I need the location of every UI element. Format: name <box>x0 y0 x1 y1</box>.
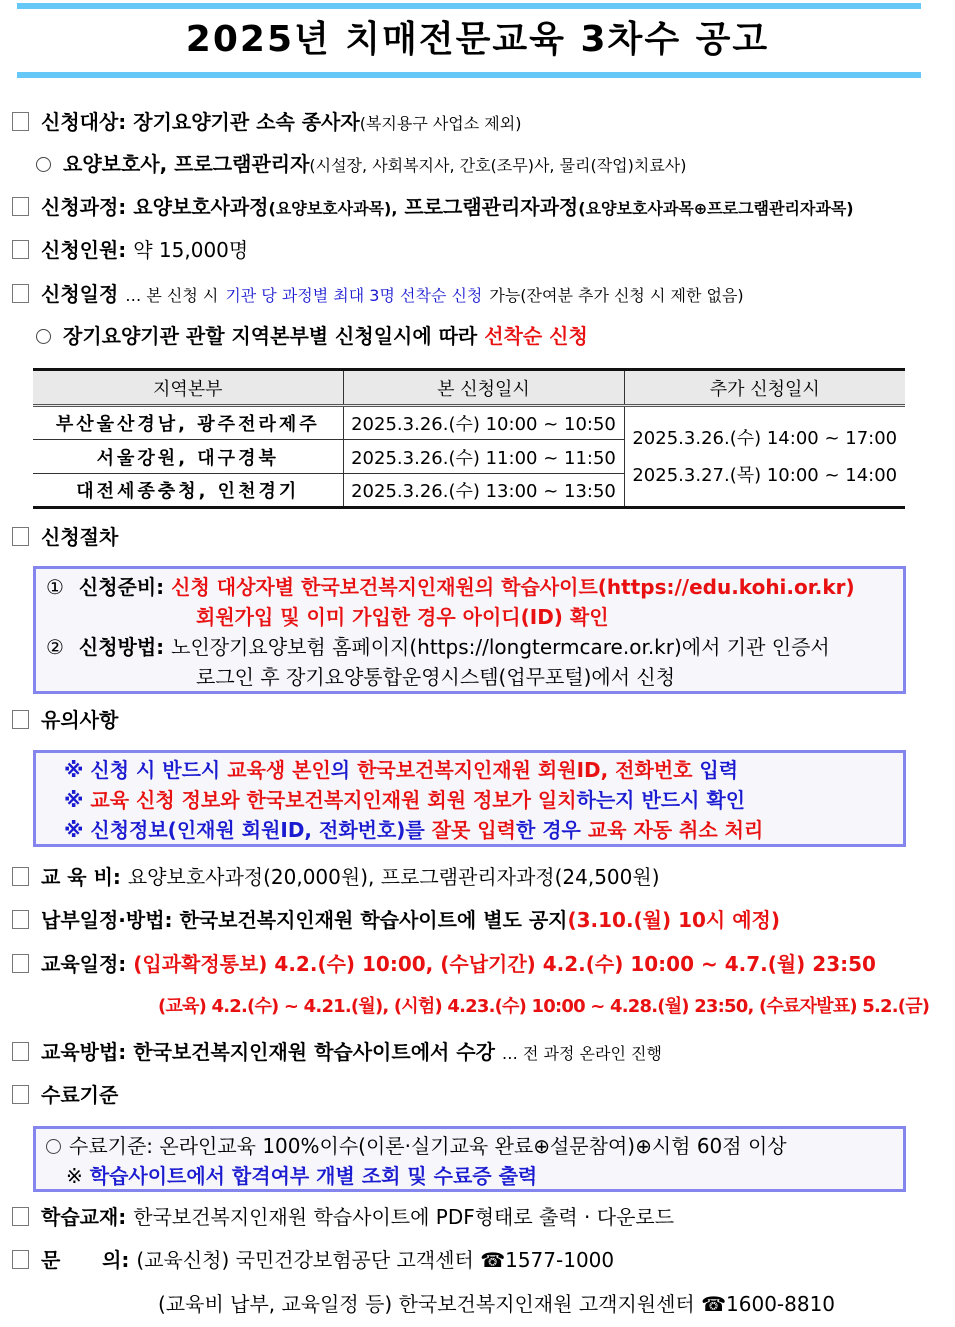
col-header-extra: 추가 신청일시 <box>624 370 905 406</box>
caution-label: 유의사항 <box>41 708 119 732</box>
note-text: 하는지 반드시 확인 <box>576 788 746 812</box>
section-schedule <box>12 280 744 310</box>
checkbox-square-icon <box>12 1085 29 1104</box>
caution-note-3 <box>64 815 903 845</box>
completion-label: 수료기준 <box>41 1083 119 1107</box>
step-1-number: ① <box>46 575 64 599</box>
step-1-label: 신청준비: <box>78 575 165 599</box>
procedure-label: 신청절차 <box>41 525 119 549</box>
target-sub-value: 요양보호사, 프로그램관리자 <box>63 152 310 176</box>
fee-value: 요양보호사과정(20,000원), 프로그램관리자과정(24,500원) <box>127 865 660 889</box>
extra-date-2: 2025.3.27.(목) 10:00 ~ 14:00 <box>632 464 898 486</box>
note-text: 입력 <box>692 758 739 782</box>
target-value: 장기요양기관 소속 종사자 <box>133 110 360 134</box>
caution-note-2 <box>64 785 903 815</box>
step-2-text-line-1: 노인장기요양보험 홈페이지(https://longtermcare.or.kr)에서 기관 인증서 <box>171 635 830 659</box>
course-label: 신청과정: <box>41 195 127 219</box>
section-procedure <box>12 523 118 551</box>
completion-criteria <box>46 1131 903 1161</box>
page-title: 2025년 치매전문교육 3차수 공고 <box>185 19 770 60</box>
note-text: ※ 신청 시 반드시 <box>64 758 228 782</box>
section-headcount <box>12 236 248 264</box>
schedule-highlight: 기관 당 과정별 최대 3명 선착순 신청 <box>225 286 483 305</box>
schedule-suffix: 가능(잔여분 추가 신청 시 제한 없음) <box>489 286 744 305</box>
note-highlight: 교육 신청 정보와 한국보건복지인재원 회원 정보가 일치 <box>90 788 577 812</box>
payment-label: 납부일정·방법: <box>41 908 173 932</box>
note-text: 의 <box>330 758 358 782</box>
note-text: 한 경우 <box>515 818 588 842</box>
materials-value: 한국보건복지인재원 학습사이트에 PDF형태로 출력 · 다운로드 <box>133 1205 675 1229</box>
checkbox-square-icon <box>12 240 29 259</box>
schedule-prefix: … 본 신청 시 <box>125 286 219 305</box>
checkbox-square-icon <box>12 1042 29 1061</box>
caution-note-1 <box>64 755 903 785</box>
contact-label: 문 의: <box>41 1248 130 1272</box>
checkbox-square-icon <box>12 284 29 303</box>
note-text: ※ 신청정보(인재원 회원ID, 전화번호)를 <box>64 818 432 842</box>
section-payment <box>12 906 780 934</box>
step-2-label: 신청방법: <box>78 635 165 659</box>
checkbox-square-icon <box>12 710 29 729</box>
step-1-text-line-1: 신청 대상자별 한국보건복지인재원의 학습사이트(https://edu.kohi.or.kr) <box>171 575 855 599</box>
schedule-table <box>33 368 905 509</box>
completion-note <box>46 1161 903 1191</box>
note-highlight: 한국보건복지인재원 회원ID, 전화번호 <box>357 758 693 782</box>
note-highlight: 잘못 입력 <box>431 818 516 842</box>
method-value: 한국보건복지인재원 학습사이트에서 수강 <box>133 1040 495 1064</box>
table-row <box>33 406 905 440</box>
col-header-main: 본 신청일시 <box>343 370 624 406</box>
main-date-cell: 2025.3.26.(수) 10:00 ~ 10:50 <box>343 406 624 440</box>
section-caution <box>12 706 118 734</box>
section-edu-schedule <box>12 950 876 978</box>
region-cell: 대전세종충청, 인천경기 <box>33 474 343 508</box>
note-highlight: 교육 자동 취소 처리 <box>587 818 764 842</box>
target-label: 신청대상: <box>41 110 127 134</box>
circle-bullet-icon <box>36 157 51 172</box>
section-fee <box>12 863 660 891</box>
edu-schedule-label: 교육일정: <box>41 952 127 976</box>
procedure-step-2 <box>46 632 903 662</box>
extra-date-1: 2025.3.26.(수) 14:00 ~ 17:00 <box>632 427 898 449</box>
table-header-row <box>33 370 905 406</box>
method-note: … 전 과정 온라인 진행 <box>501 1044 662 1063</box>
extra-date-cell <box>624 406 905 508</box>
completion-box <box>33 1126 906 1192</box>
schedule-sub-text: 장기요양기관 관할 지역본부별 신청일시에 따라 <box>63 324 478 348</box>
payment-highlight: (3.10.(월) 10시 예정) <box>567 908 780 932</box>
title-top-bar <box>17 3 921 9</box>
step-2-number: ② <box>46 635 64 659</box>
course-1: 요양보호사과정 <box>133 195 269 219</box>
course-2: 프로그램관리자과정 <box>404 195 579 219</box>
note-highlight: 교육생 본인 <box>227 758 331 782</box>
target-sub-note: (시설장, 사회복지사, 간호(조무)사, 물리(작업)치료사) <box>309 156 687 175</box>
section-schedule-sub <box>36 322 588 350</box>
section-method <box>12 1038 662 1068</box>
caution-box <box>33 750 906 847</box>
checkbox-square-icon <box>12 197 29 216</box>
completion-criteria-text: 수료기준: 온라인교육 100%이수(이론·실기교육 완료⊕설문참여)⊕시험 60점 이상 <box>69 1134 787 1158</box>
circle-bullet-icon <box>36 329 51 344</box>
headcount-value: 약 15,000명 <box>133 238 249 262</box>
title-bottom-bar <box>17 72 921 78</box>
course-2-note: (요양보호사과목⊕프로그램관리자과목) <box>578 199 854 218</box>
edu-schedule-line-2: (교육) 4.2.(수) ~ 4.21.(월), (시험) 4.23.(수) 10:00 ~ 4.28.(월) 23:50, (수료자발표) 5.2.(금) <box>158 996 930 1017</box>
section-completion <box>12 1081 118 1109</box>
target-note: (복지용구 사업소 제외) <box>359 114 522 133</box>
section-contact <box>12 1246 614 1274</box>
schedule-label: 신청일정 <box>41 282 119 306</box>
headcount-label: 신청인원: <box>41 238 127 262</box>
checkbox-square-icon <box>12 1207 29 1226</box>
checkbox-square-icon <box>12 867 29 886</box>
checkbox-square-icon <box>12 527 29 546</box>
contact-line-2: (교육비 납부, 교육일정 등) 한국보건복지인재원 고객지원센터 ☎1600-8810 <box>158 1292 836 1316</box>
reference-mark-icon: ※ <box>66 1164 83 1188</box>
procedure-box <box>33 566 906 694</box>
section-target-sub <box>36 150 687 180</box>
main-date-cell: 2025.3.26.(수) 11:00 ~ 11:50 <box>343 440 624 474</box>
checkbox-square-icon <box>12 910 29 929</box>
edu-schedule-line-1: (입과확정통보) 4.2.(수) 10:00, (수납기간) 4.2.(수) 10:00 ~ 4.7.(월) 23:50 <box>133 952 876 976</box>
section-materials <box>12 1203 674 1231</box>
procedure-step-1 <box>46 572 903 602</box>
note-text: ※ <box>64 788 91 812</box>
course-1-note: (요양보호사과목), <box>268 199 398 218</box>
section-target <box>12 108 521 138</box>
fee-label: 교 육 비: <box>41 865 121 889</box>
checkbox-square-icon <box>12 112 29 131</box>
checkbox-square-icon <box>12 954 29 973</box>
col-header-region: 지역본부 <box>33 370 343 406</box>
method-label: 교육방법: <box>41 1040 127 1064</box>
completion-note-text: 학습사이트에서 합격여부 개별 조회 및 수료증 출력 <box>89 1164 538 1188</box>
circle-bullet-icon <box>46 1139 61 1154</box>
section-course <box>12 193 854 223</box>
payment-value: 한국보건복지인재원 학습사이트에 별도 공지 <box>179 908 568 932</box>
region-cell: 서울강원, 대구경북 <box>33 440 343 474</box>
step-2-text-line-2: 로그인 후 장기요양통합운영시스템(업무포털)에서 신청 <box>196 665 676 689</box>
main-date-cell: 2025.3.26.(수) 13:00 ~ 13:50 <box>343 474 624 508</box>
step-1-text-line-2: 회원가입 및 이미 가입한 경우 아이디(ID) 확인 <box>196 605 609 629</box>
schedule-sub-highlight: 선착순 신청 <box>484 324 588 348</box>
region-cell: 부산울산경남, 광주전라제주 <box>33 406 343 440</box>
checkbox-square-icon <box>12 1250 29 1269</box>
contact-line-1: (교육신청) 국민건강보험공단 고객센터 ☎1577-1000 <box>136 1248 615 1272</box>
materials-label: 학습교재: <box>41 1205 127 1229</box>
